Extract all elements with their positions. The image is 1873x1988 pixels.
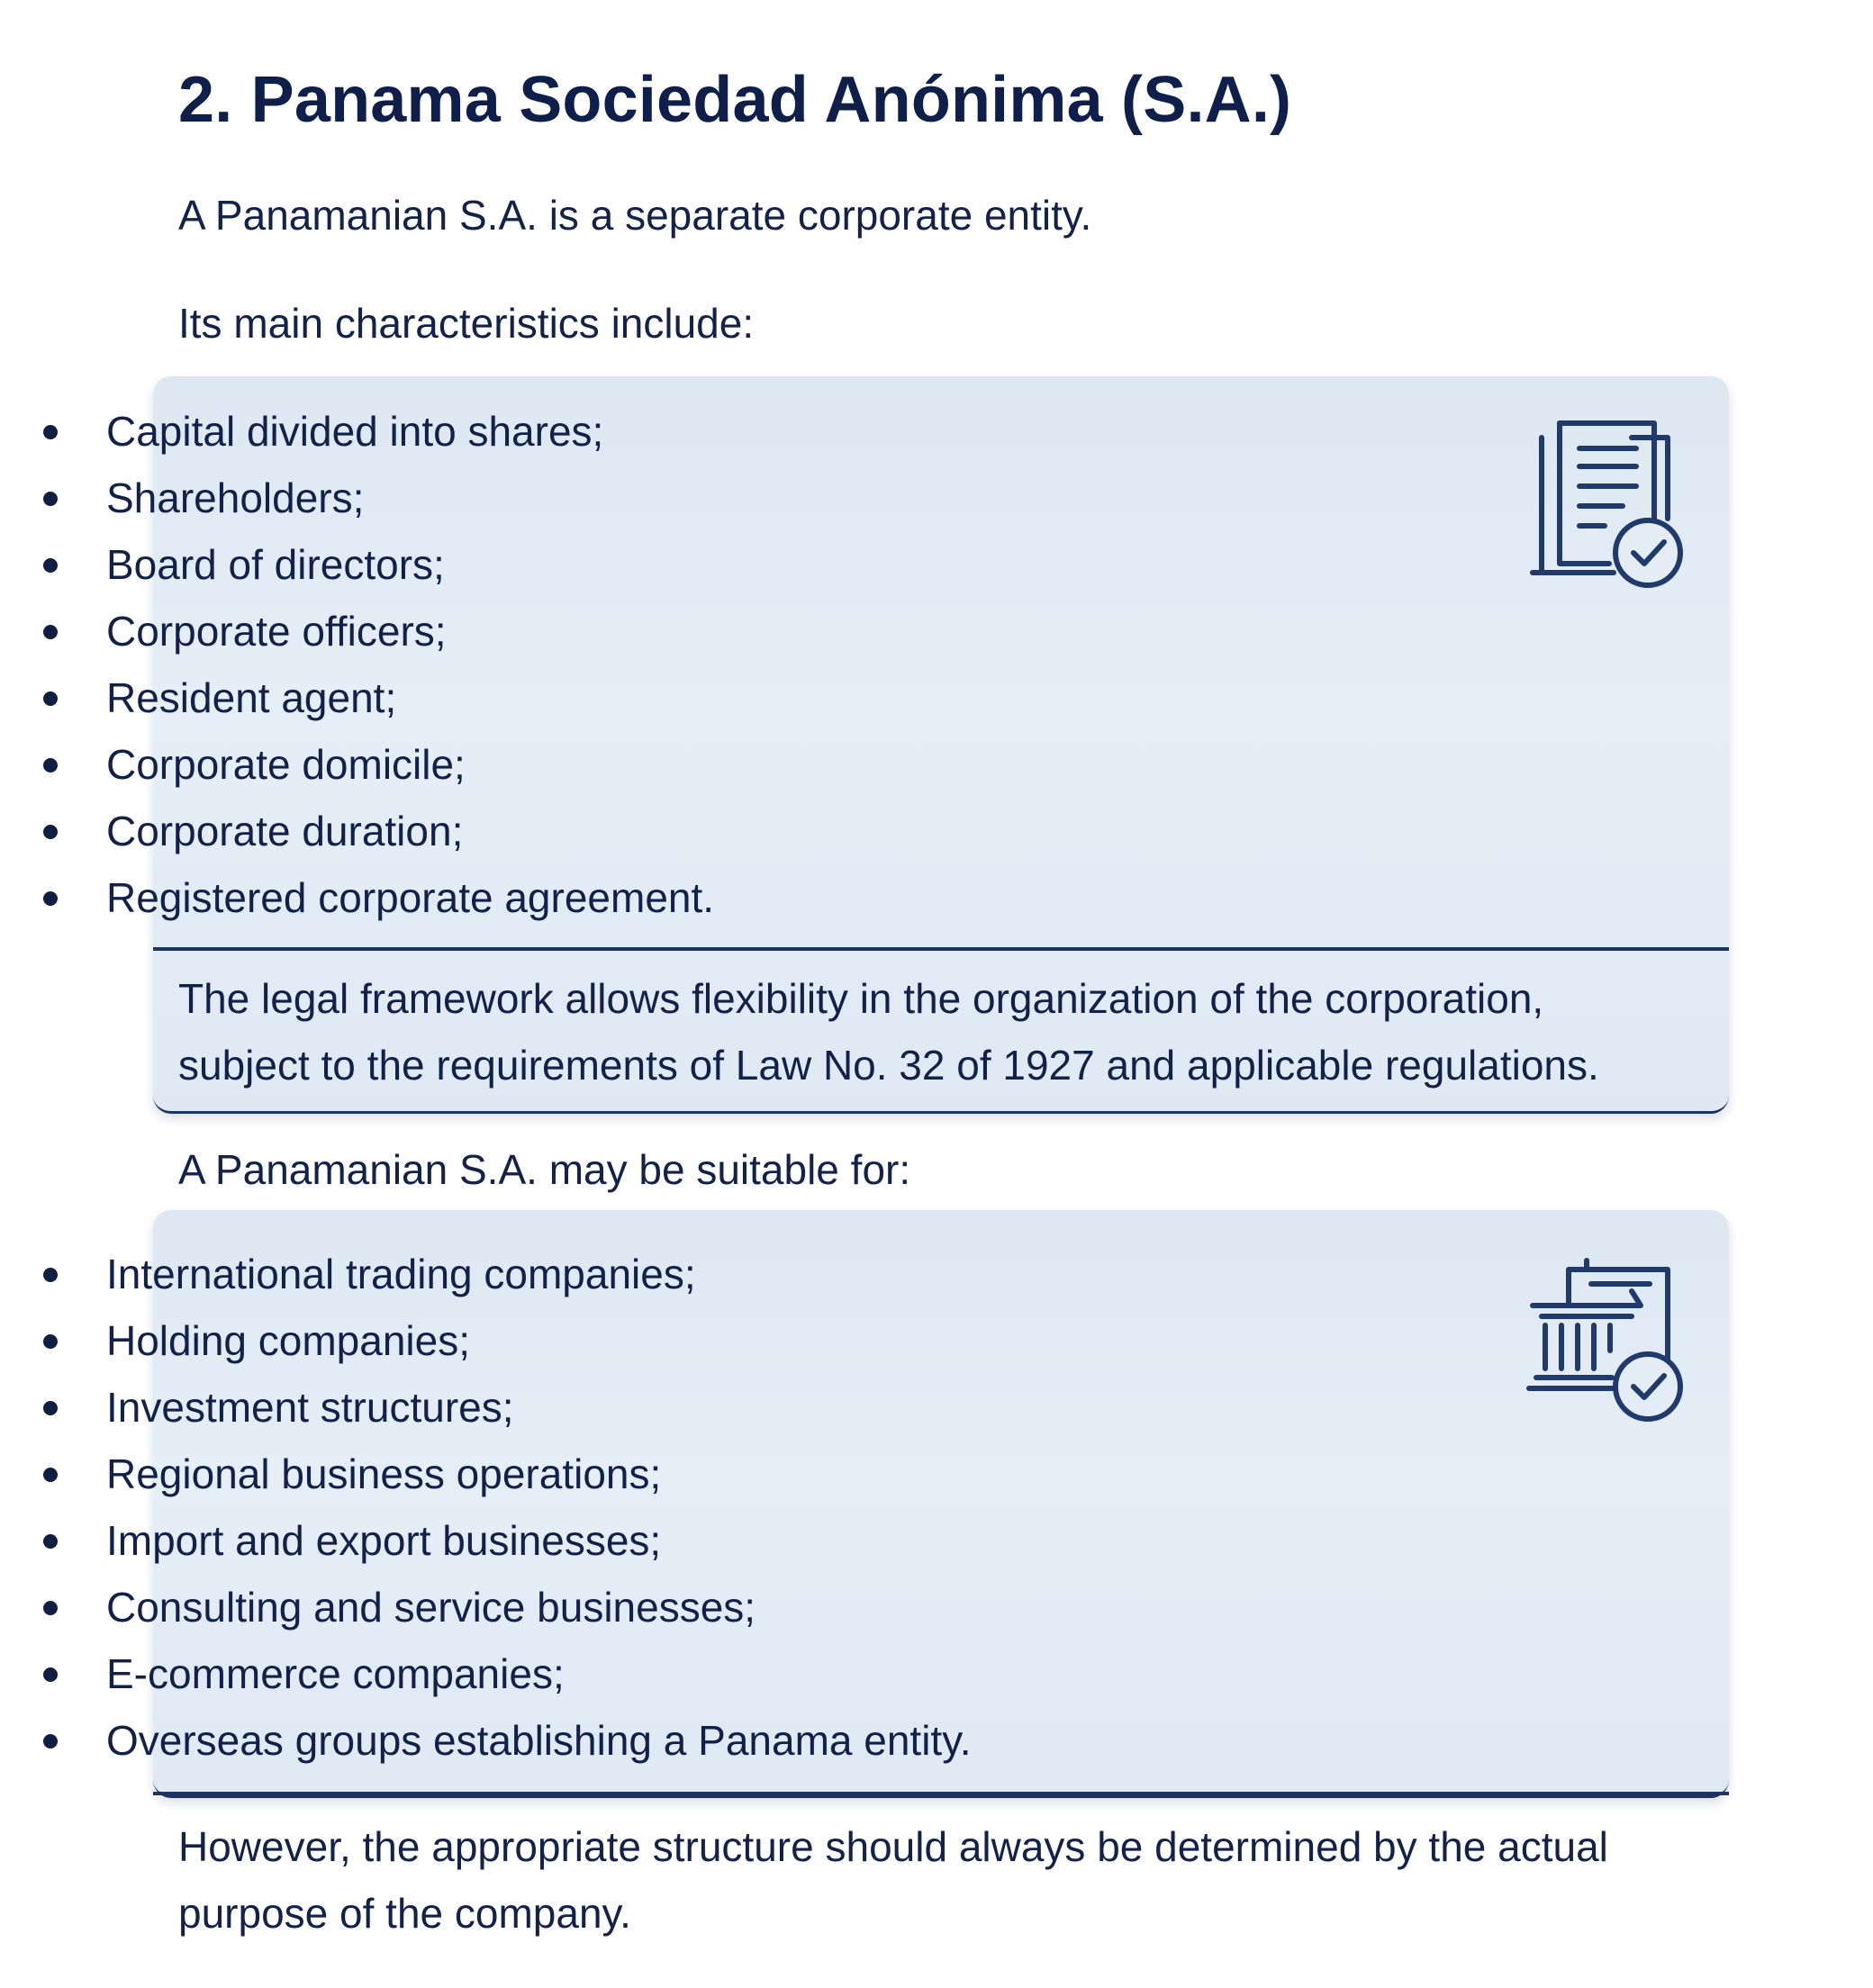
bullet bbox=[43, 1667, 58, 1682]
list-item-text: E-commerce companies; bbox=[106, 1650, 565, 1697]
list-item bbox=[0, 1574, 1261, 1640]
list-item-text: Corporate domicile; bbox=[106, 741, 466, 788]
list-item bbox=[0, 1507, 1261, 1574]
closing-line-2: purpose of the company. bbox=[178, 1890, 631, 1937]
bullet bbox=[43, 758, 58, 773]
institution-document-check-icon bbox=[1515, 1252, 1695, 1432]
list-item bbox=[0, 731, 1261, 798]
bullet bbox=[43, 1534, 58, 1549]
intro-text: A Panamanian S.A. is a separate corporate entity. bbox=[178, 192, 1092, 239]
list-item-text: Overseas groups establishing a Panama entity. bbox=[106, 1717, 972, 1764]
framework-note-line-2: subject to the requirements of Law No. 32 of 1927 and applicable regulations. bbox=[178, 1042, 1599, 1089]
characteristics-lead: Its main characteristics include: bbox=[178, 300, 755, 347]
suitability-lead: A Panamanian S.A. may be suitable for: bbox=[178, 1146, 911, 1193]
list-item bbox=[0, 398, 1261, 465]
list-item bbox=[0, 598, 1261, 664]
list-item-text: Holding companies; bbox=[106, 1317, 471, 1364]
list-item bbox=[0, 664, 1261, 731]
list-item-text: Corporate duration; bbox=[106, 808, 464, 854]
list-item-text: Board of directors; bbox=[106, 541, 445, 588]
bullet bbox=[43, 1334, 58, 1349]
document-check-icon bbox=[1515, 411, 1695, 591]
section-heading: 2. Panama Sociedad Anónima (S.A.) bbox=[178, 64, 1292, 136]
bullet bbox=[43, 492, 58, 506]
list-item-text: Investment structures; bbox=[106, 1384, 514, 1431]
framework-note bbox=[178, 965, 1727, 1098]
bullet bbox=[43, 825, 58, 839]
bullet bbox=[43, 558, 58, 573]
list-item bbox=[0, 1241, 1261, 1307]
list-item-text: Corporate officers; bbox=[106, 608, 447, 655]
list-item bbox=[0, 1640, 1261, 1707]
bullet bbox=[43, 691, 58, 706]
list-item bbox=[0, 531, 1261, 598]
list-item-text: Import and export businesses; bbox=[106, 1517, 662, 1564]
list-item-text: Consulting and service businesses; bbox=[106, 1584, 756, 1631]
closing-text bbox=[178, 1813, 1763, 1947]
list-item bbox=[0, 1307, 1261, 1374]
bullet bbox=[43, 891, 58, 906]
list-item bbox=[0, 798, 1261, 864]
list-item-text: Shareholders; bbox=[106, 474, 365, 521]
list-item-text: Regional business operations; bbox=[106, 1450, 662, 1497]
bullet bbox=[43, 625, 58, 639]
framework-note-line-1: The legal framework allows flexibility in the organization of the corporation, bbox=[178, 975, 1544, 1022]
card-divider bbox=[153, 947, 1729, 951]
closing-line-1: However, the appropriate structure should always be determined by the actual bbox=[178, 1823, 1608, 1870]
list-item-text: Registered corporate agreement. bbox=[106, 874, 715, 921]
list-item-text: Resident agent; bbox=[106, 674, 397, 721]
card-divider bbox=[153, 1792, 1729, 1795]
list-item bbox=[0, 465, 1261, 531]
bullet bbox=[43, 1734, 58, 1749]
suitability-list bbox=[0, 1241, 1261, 1774]
list-item bbox=[0, 1374, 1261, 1441]
bullet bbox=[43, 1601, 58, 1615]
bullet bbox=[43, 1468, 58, 1482]
bullet bbox=[43, 1401, 58, 1415]
list-item-text: Capital divided into shares; bbox=[106, 408, 604, 455]
list-item bbox=[0, 1441, 1261, 1507]
characteristics-list bbox=[0, 398, 1261, 931]
list-item-text: International trading companies; bbox=[106, 1251, 696, 1297]
list-item bbox=[0, 1707, 1261, 1774]
bullet bbox=[43, 1268, 58, 1282]
bullet bbox=[43, 425, 58, 439]
list-item bbox=[0, 864, 1261, 931]
